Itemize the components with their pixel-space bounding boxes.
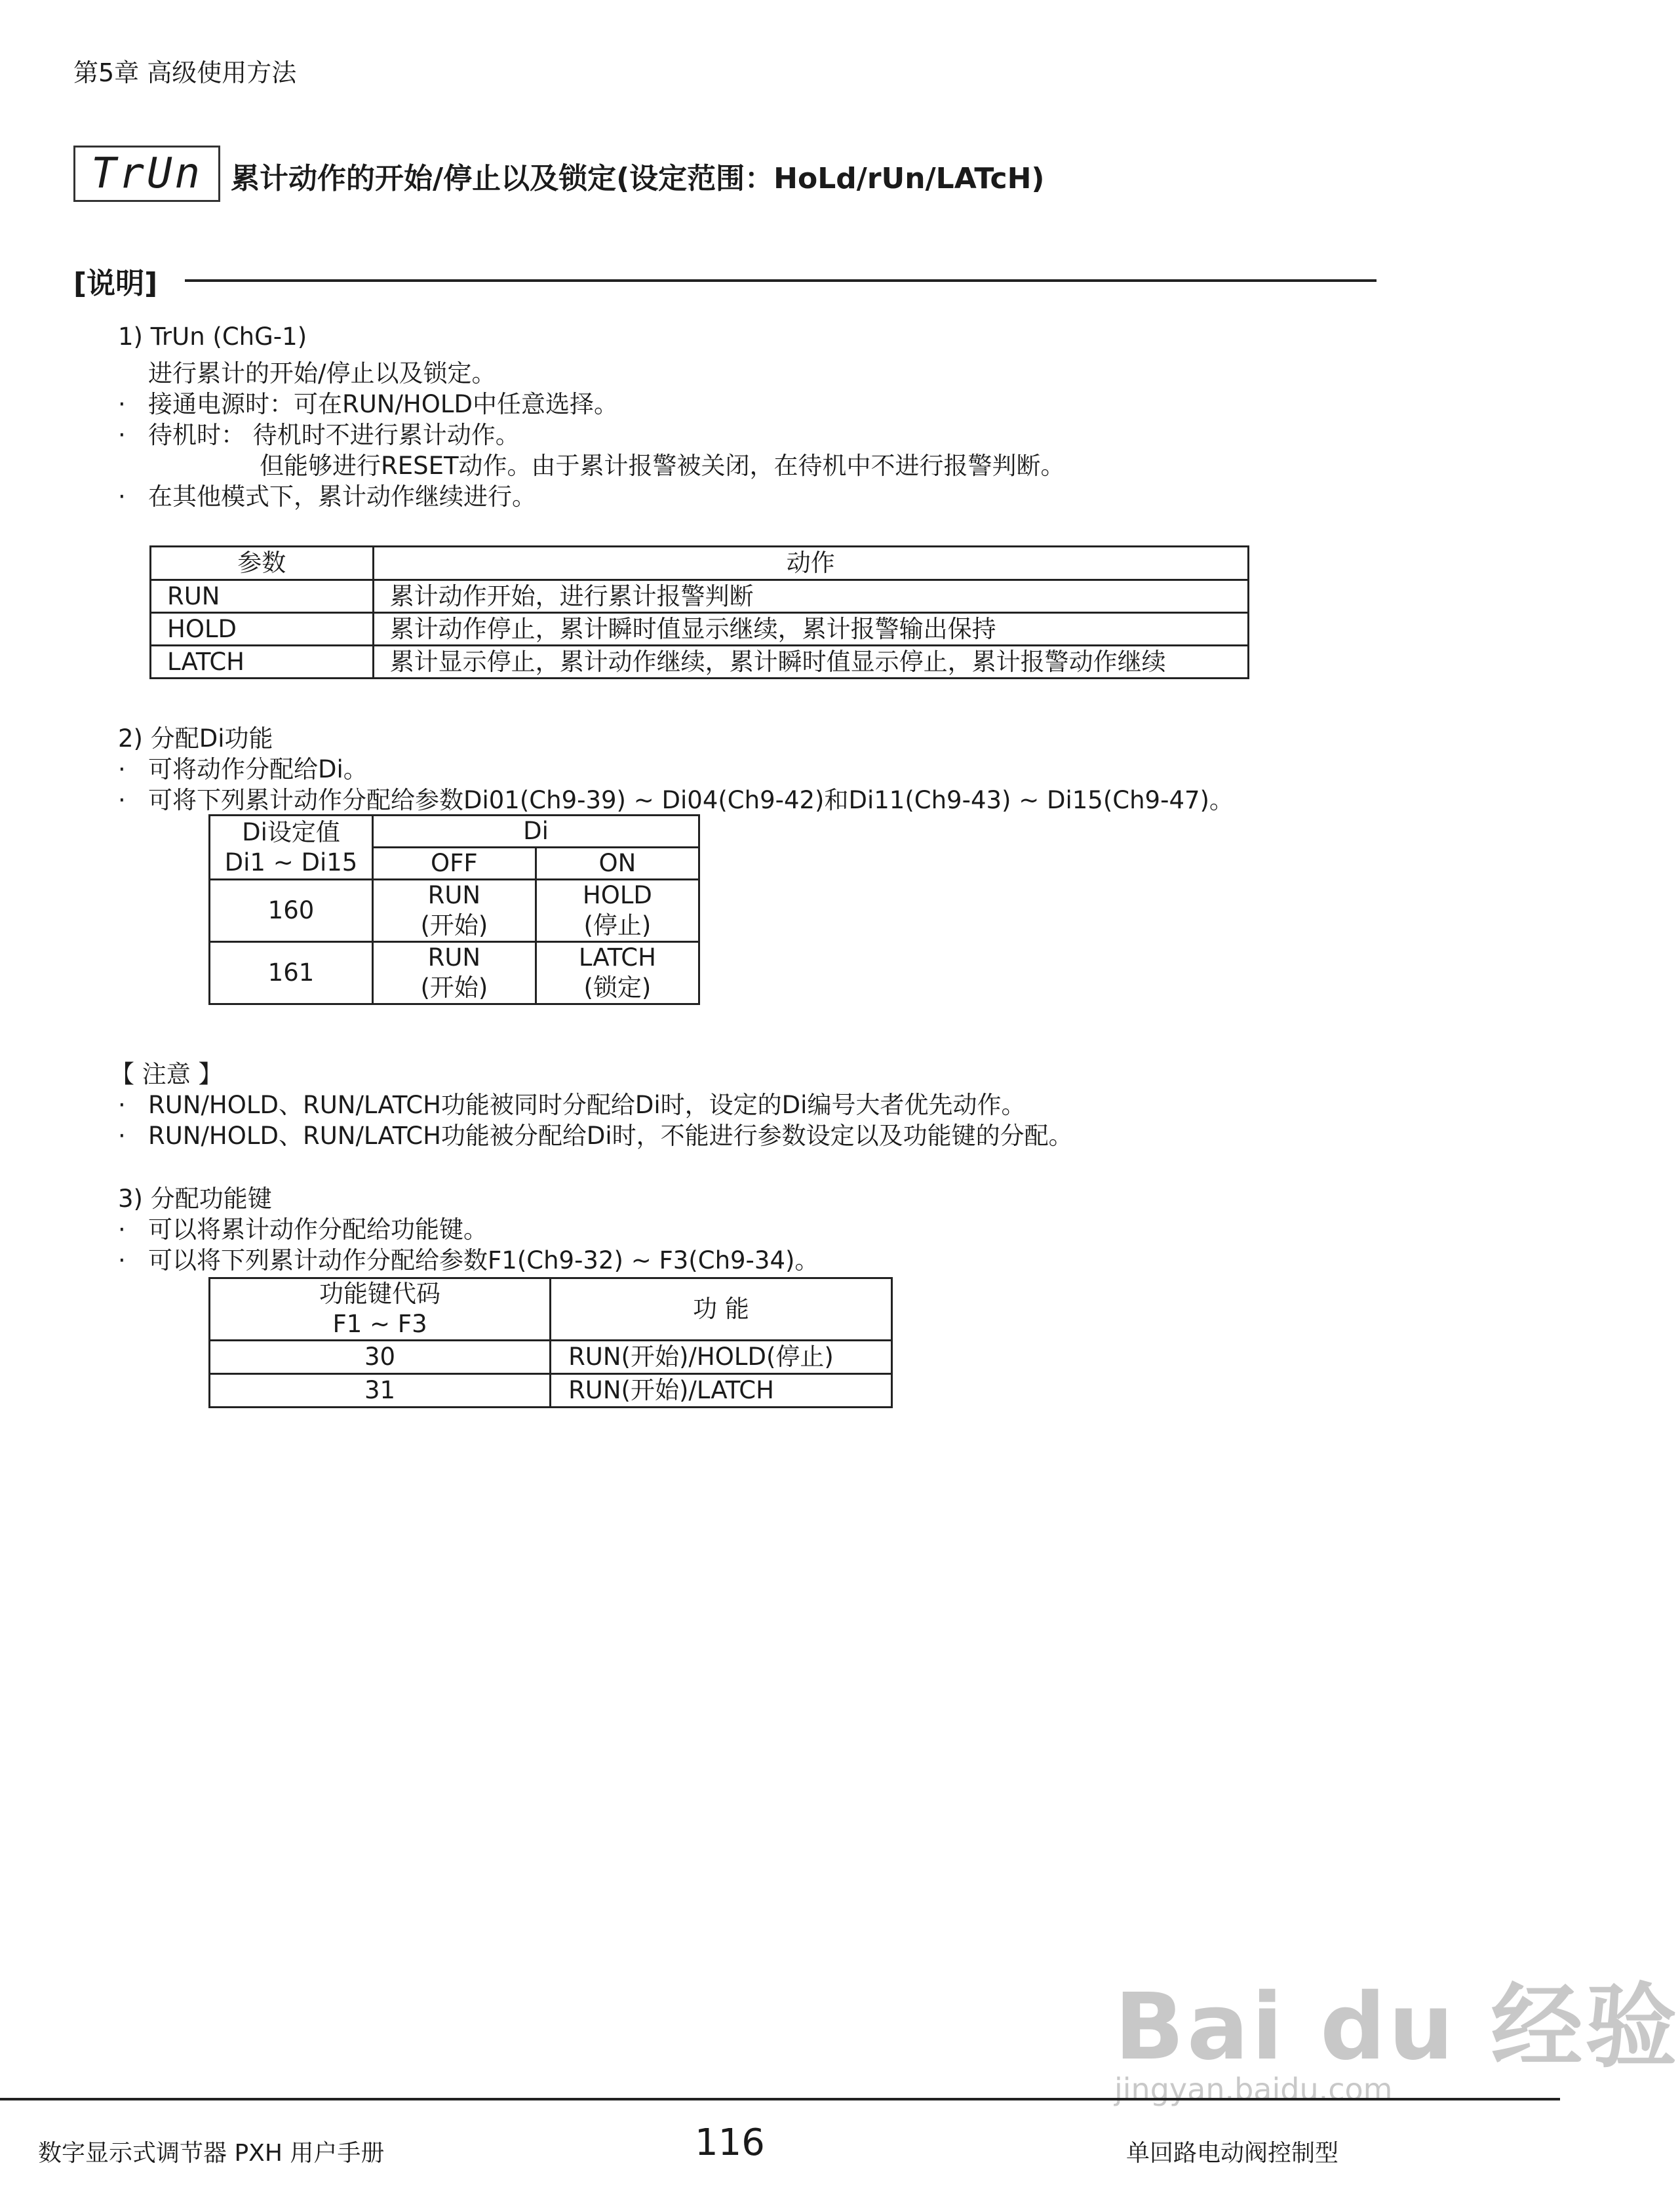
parameter-action-table [149, 545, 1249, 679]
table-cell [372, 942, 536, 1004]
footer-divider [0, 2098, 1560, 2100]
column-header: Di [372, 816, 699, 848]
column-header: OFF [372, 848, 536, 880]
column-header [210, 1278, 551, 1341]
part3-bullet: · 可以将累计动作分配给功能键。 [118, 1215, 488, 1244]
table-cell: 31 [210, 1374, 551, 1408]
table-row [151, 646, 1249, 679]
part1-intro: 进行累计的开始/停止以及锁定。 [148, 359, 496, 387]
cell-line: (锁定) [583, 974, 652, 1002]
table-cell [536, 942, 699, 1004]
parameter-display-code: TrUn [73, 146, 220, 202]
table-row [210, 1341, 892, 1374]
table-cell: 160 [210, 880, 373, 942]
header-line: 功能键代码 [319, 1280, 441, 1308]
table-cell [536, 880, 699, 942]
table-cell: 累计动作开始，进行累计报警判断 [373, 580, 1248, 613]
column-header: 参数 [151, 547, 374, 580]
part1-bullet: · 待机时： 待机时不进行累计动作。 [118, 421, 520, 449]
cell-line: (开始) [420, 911, 488, 939]
notes-bullet: · RUN/HOLD、RUN/LATCH功能被分配给Di时，不能进行参数设定以及功能键的分配。 [118, 1122, 1073, 1150]
table-cell: 累计动作停止，累计瞬时值显示继续，累计报警输出保持 [373, 613, 1248, 646]
table-header-row [210, 1278, 892, 1341]
watermark [1088, 1954, 1680, 2107]
bullet-text: 可将下列累计动作分配给参数Di01(Ch9-39) ~ Di04(Ch9-42)和Di11(Ch9-43) ~ Di15(Ch9-47)。 [148, 786, 1234, 814]
bullet-text: RUN/HOLD、RUN/LATCH功能被分配给Di时，不能进行参数设定以及功能键的分配。 [148, 1122, 1073, 1150]
header-line: Di设定值 [242, 818, 340, 846]
page-number: 116 [695, 2121, 765, 2164]
part2-heading: 2) 分配Di功能 [118, 724, 273, 753]
table-row [210, 942, 699, 1004]
cell-line: HOLD [582, 881, 652, 909]
watermark-url: jingyan.baidu.com [1114, 2072, 1393, 2107]
part1-heading: 1) TrUn (ChG-1) [118, 323, 307, 351]
watermark-logo: Bai du 经验 [1114, 1974, 1680, 2081]
footer-manual-title: 数字显示式调节器 PXH 用户手册 [38, 2140, 385, 2167]
column-header: 功 能 [551, 1278, 892, 1341]
table-cell: HOLD [151, 613, 374, 646]
section-divider [185, 279, 1377, 282]
column-header: ON [536, 848, 699, 880]
page-title: 累计动作的开始/停止以及锁定(设定范围：HoLd/rUn/LATcH) [231, 162, 1045, 195]
table-header-row [210, 816, 699, 848]
di-assignment-table [208, 814, 700, 1005]
cell-line: RUN [427, 881, 481, 909]
cell-line: RUN [427, 943, 481, 972]
table-cell [372, 880, 536, 942]
column-header [210, 816, 373, 880]
table-cell: RUN [151, 580, 374, 613]
part3-bullet: · 可以将下列累计动作分配给参数F1(Ch9-32) ~ F3(Ch9-34)。 [118, 1246, 819, 1274]
table-row [151, 580, 1249, 613]
table-row [151, 613, 1249, 646]
table-cell: 161 [210, 942, 373, 1004]
table-cell: RUN(开始)/LATCH [551, 1374, 892, 1408]
notes-bullet: · RUN/HOLD、RUN/LATCH功能被同时分配给Di时，设定的Di编号大者优先动作。 [118, 1091, 1026, 1119]
bullet-text: 在其他模式下，累计动作继续进行。 [148, 483, 536, 511]
table-cell: LATCH [151, 646, 374, 679]
bullet-text: 可将动作分配给Di。 [148, 755, 368, 783]
bullet-text: 可以将下列累计动作分配给参数F1(Ch9-32) ~ F3(Ch9-34)。 [148, 1246, 819, 1274]
part2-bullet: · 可将动作分配给Di。 [118, 755, 368, 783]
footer-model-type: 单回路电动阀控制型 [1126, 2140, 1339, 2167]
part2-bullet: · 可将下列累计动作分配给参数Di01(Ch9-39) ~ Di04(Ch9-42)和Di11(Ch9-43) ~ Di15(Ch9-47)。 [118, 786, 1234, 814]
notes-heading: 【 注意 】 [110, 1060, 223, 1088]
cell-line: (停止) [583, 911, 652, 939]
part1-bullet: · 在其他模式下，累计动作继续进行。 [118, 483, 536, 511]
header-line: F1 ~ F3 [332, 1310, 427, 1338]
header-line: Di1 ~ Di15 [224, 848, 358, 877]
bullet-text: 待机时： 待机时不进行累计动作。 [148, 421, 520, 449]
chapter-header: 第5章 高级使用方法 [73, 58, 297, 87]
part1-bullet: · 接通电源时：可在RUN/HOLD中任意选择。 [118, 390, 618, 418]
table-header-row [151, 547, 1249, 580]
table-row [210, 880, 699, 942]
table-row [210, 1374, 892, 1408]
table-cell: RUN(开始)/HOLD(停止) [551, 1341, 892, 1374]
bullet-text: 接通电源时：可在RUN/HOLD中任意选择。 [148, 390, 618, 418]
function-key-table [208, 1277, 893, 1408]
cell-line: LATCH [578, 943, 656, 972]
column-header: 动作 [373, 547, 1248, 580]
table-cell: 累计显示停止，累计动作继续，累计瞬时值显示停止，累计报警动作继续 [373, 646, 1248, 679]
bullet-text: 可以将累计动作分配给功能键。 [148, 1215, 488, 1244]
part1-standby-continuation: 但能够进行RESET动作。由于累计报警被关闭，在待机中不进行报警判断。 [260, 452, 1065, 480]
bullet-text: RUN/HOLD、RUN/LATCH功能被同时分配给Di时，设定的Di编号大者优先动作。 [148, 1091, 1026, 1119]
table-cell: 30 [210, 1341, 551, 1374]
cell-line: (开始) [420, 974, 488, 1002]
part3-heading: 3) 分配功能键 [118, 1185, 272, 1213]
section-heading: [说明] [73, 267, 158, 300]
